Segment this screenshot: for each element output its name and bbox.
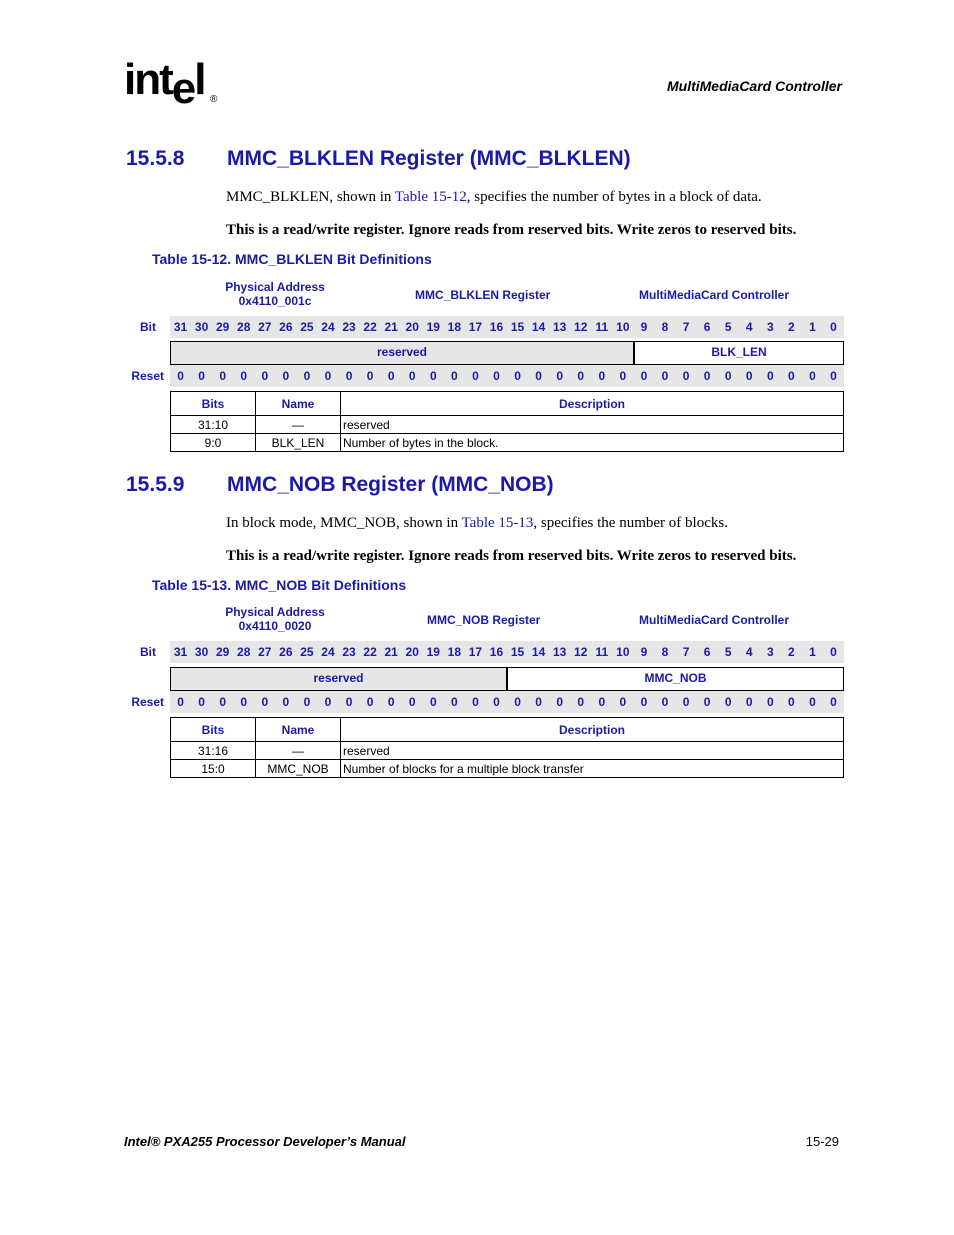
cell-name: MMC_NOB <box>256 760 341 778</box>
reset-value: 0 <box>324 369 332 383</box>
reset-value-row <box>170 691 844 713</box>
bit-number: 13 <box>552 320 567 334</box>
bit-number: 8 <box>661 320 669 334</box>
reset-value: 0 <box>451 695 458 709</box>
footer-manual-title: Intel® PXA255 Processor Developer’s Manual <box>124 1134 406 1149</box>
reset-value: 0 <box>282 369 290 383</box>
reset-value: 0 <box>408 695 416 709</box>
reset-value: 0 <box>219 695 226 709</box>
reset-row-label: Reset <box>131 695 164 709</box>
reset-value: 0 <box>303 369 311 383</box>
bit-number: 6 <box>703 320 711 334</box>
reset-value: 0 <box>261 369 269 383</box>
section-title: MMC_NOB Register (MMC_NOB) <box>227 473 554 496</box>
bit-number: 30 <box>194 645 209 659</box>
bit-number: 26 <box>279 320 293 334</box>
reset-value: 0 <box>830 695 837 709</box>
reset-value: 0 <box>303 695 311 709</box>
bit-number: 24 <box>321 645 335 659</box>
reset-value: 0 <box>619 369 627 383</box>
reset-value: 0 <box>387 695 395 709</box>
bit-number: 29 <box>215 645 230 659</box>
bit-number: 16 <box>489 320 504 334</box>
reset-value: 0 <box>282 695 290 709</box>
section-heading <box>126 147 631 171</box>
reset-value: 0 <box>766 695 774 709</box>
reset-value: 0 <box>809 369 816 383</box>
reset-value: 0 <box>766 369 774 383</box>
bit-number: 12 <box>574 320 588 334</box>
register-unit: MultiMediaCard Controller <box>639 288 790 302</box>
bit-number: 1 <box>809 645 816 659</box>
reset-value: 0 <box>408 369 416 383</box>
intro-text-end: , specifies the number of bytes in a block of data. <box>466 189 762 205</box>
reset-value: 0 <box>451 369 458 383</box>
cell-bits: 15:0 <box>171 760 256 778</box>
bit-number: 4 <box>745 320 753 334</box>
col-header-description: Description <box>341 392 844 416</box>
section-title: MMC_BLKLEN Register (MMC_BLKLEN) <box>227 147 631 170</box>
bit-number: 25 <box>300 320 314 334</box>
bit-number: 25 <box>300 645 314 659</box>
bit-definitions-table <box>170 717 844 778</box>
intro-text: In block mode, MMC_NOB, shown in <box>226 515 462 531</box>
bit-number: 11 <box>595 645 609 659</box>
table-caption: Table 15-12. MMC_BLKLEN Bit Definitions <box>152 251 432 267</box>
bit-number: 27 <box>258 320 272 334</box>
cell-description: reserved <box>341 416 844 434</box>
field-mmc-nob: MMC_NOB <box>507 667 844 691</box>
section-intro <box>226 515 728 532</box>
section-intro <box>226 189 762 206</box>
cell-description: Number of blocks for a multiple block transfer <box>341 760 844 778</box>
physical-address-value: 0x4110_001c <box>238 294 312 308</box>
reset-value: 0 <box>493 369 500 383</box>
physical-address-value: 0x4110_0020 <box>238 619 312 633</box>
physical-address-label: Physical Address <box>225 280 325 294</box>
bit-number: 24 <box>321 320 335 334</box>
col-header-bits: Bits <box>171 392 256 416</box>
reset-value: 0 <box>324 695 332 709</box>
reset-value: 0 <box>493 695 500 709</box>
reset-value: 0 <box>177 695 184 709</box>
bit-number: 16 <box>489 645 504 659</box>
bit-number: 23 <box>342 645 356 659</box>
reset-value: 0 <box>472 369 479 383</box>
reset-value: 0 <box>640 369 648 383</box>
reset-value: 0 <box>535 695 542 709</box>
reset-value: 0 <box>577 695 585 709</box>
reset-value: 0 <box>619 695 627 709</box>
col-header-description: Description <box>341 718 844 742</box>
cell-description: Number of bytes in the block. <box>341 434 844 452</box>
reset-value: 0 <box>514 695 521 709</box>
bit-number: 22 <box>363 320 377 334</box>
bit-number: 8 <box>661 645 669 659</box>
table-row <box>171 760 844 778</box>
field-reserved: reserved <box>170 341 634 365</box>
reset-value: 0 <box>198 695 205 709</box>
section-number: 15.5.9 <box>126 473 185 496</box>
registered-mark: ® <box>210 94 218 105</box>
reset-value: 0 <box>745 369 753 383</box>
bit-number: 9 <box>640 320 648 334</box>
bit-number: 13 <box>552 645 567 659</box>
bit-number: 10 <box>616 320 630 334</box>
reset-value: 0 <box>809 695 816 709</box>
register-name: MMC_NOB Register <box>427 613 541 627</box>
table-row <box>171 416 844 434</box>
field-row <box>170 341 844 365</box>
bit-number: 7 <box>682 645 690 659</box>
bit-number: 20 <box>405 320 419 334</box>
physical-address <box>215 605 335 633</box>
bit-number: 17 <box>468 320 483 334</box>
bit-number: 23 <box>342 320 356 334</box>
bit-number: 31 <box>173 320 188 334</box>
reset-value: 0 <box>682 695 690 709</box>
reset-value-row <box>170 365 844 387</box>
intel-logo: intel <box>124 55 205 113</box>
reset-value: 0 <box>387 369 395 383</box>
field-blk-len: BLK_LEN <box>634 341 844 365</box>
bit-number: 9 <box>640 645 648 659</box>
bit-number: 12 <box>574 645 588 659</box>
section-heading <box>126 473 554 497</box>
bit-number: 7 <box>682 320 690 334</box>
footer-page-number: 15-29 <box>805 1134 839 1149</box>
reset-value: 0 <box>219 369 226 383</box>
intro-text-end: , specifies the number of blocks. <box>533 515 728 531</box>
cell-name: — <box>256 416 341 434</box>
reset-value: 0 <box>598 695 606 709</box>
bit-number: 17 <box>468 645 483 659</box>
bit-number: 14 <box>531 645 546 659</box>
reset-value: 0 <box>640 695 648 709</box>
reset-value: 0 <box>703 695 711 709</box>
bit-number: 15 <box>510 645 525 659</box>
bit-number: 11 <box>595 320 609 334</box>
reset-value: 0 <box>240 369 248 383</box>
bit-number-row <box>170 641 844 663</box>
reset-value: 0 <box>514 369 521 383</box>
reset-value: 0 <box>682 369 690 383</box>
bit-number: 27 <box>258 645 272 659</box>
reset-value: 0 <box>830 369 837 383</box>
field-row <box>170 667 844 691</box>
bit-number: 3 <box>766 645 774 659</box>
table-link[interactable]: Table 15-12 <box>394 189 467 205</box>
bit-number: 0 <box>830 645 837 659</box>
bit-number: 1 <box>809 320 816 334</box>
bit-number: 28 <box>237 320 251 334</box>
reset-value: 0 <box>366 695 374 709</box>
col-header-name: Name <box>256 718 341 742</box>
reset-row-label: Reset <box>131 369 164 383</box>
reset-value: 0 <box>177 369 184 383</box>
bit-number: 19 <box>426 320 440 334</box>
reset-value: 0 <box>745 695 753 709</box>
bit-definitions-table <box>170 391 844 452</box>
bit-number: 5 <box>724 645 732 659</box>
reset-value: 0 <box>366 369 374 383</box>
bit-number: 3 <box>766 320 774 334</box>
reset-value: 0 <box>198 369 205 383</box>
reset-value: 0 <box>661 695 669 709</box>
bit-number: 10 <box>616 645 630 659</box>
bit-number: 18 <box>447 645 462 659</box>
access-note: This is a read/write register. Ignore reads from reserved bits. Write zeros to reserved bits. <box>226 222 797 238</box>
reset-value: 0 <box>703 369 711 383</box>
cell-name: BLK_LEN <box>256 434 341 452</box>
field-reserved: reserved <box>170 667 507 691</box>
bit-number: 20 <box>405 645 419 659</box>
physical-address <box>215 280 335 308</box>
bit-number: 29 <box>215 320 230 334</box>
bit-number: 19 <box>426 645 440 659</box>
col-header-bits: Bits <box>171 718 256 742</box>
bit-number-row <box>170 316 844 338</box>
reset-value: 0 <box>472 695 479 709</box>
bit-number: 4 <box>745 645 753 659</box>
bit-number: 6 <box>703 645 711 659</box>
bit-number: 18 <box>447 320 462 334</box>
bit-number: 15 <box>510 320 525 334</box>
table-row <box>171 434 844 452</box>
access-note: This is a read/write register. Ignore reads from reserved bits. Write zeros to reserved bits. <box>226 548 797 564</box>
reset-value: 0 <box>661 369 669 383</box>
section-number: 15.5.8 <box>126 147 185 170</box>
bit-row-label: Bit <box>140 320 156 334</box>
cell-description: reserved <box>341 742 844 760</box>
table-link[interactable]: Table 15-13 <box>461 515 534 531</box>
bit-number: 22 <box>363 645 377 659</box>
cell-bits: 9:0 <box>171 434 256 452</box>
bit-number: 0 <box>830 320 837 334</box>
reset-value: 0 <box>598 369 606 383</box>
reset-value: 0 <box>345 369 353 383</box>
intro-text: MMC_BLKLEN, shown in <box>226 189 395 205</box>
reset-value: 0 <box>535 369 542 383</box>
bit-number: 14 <box>531 320 546 334</box>
reset-value: 0 <box>261 695 269 709</box>
cell-bits: 31:10 <box>171 416 256 434</box>
cell-name: — <box>256 742 341 760</box>
table-caption: Table 15-13. MMC_NOB Bit Definitions <box>152 577 407 593</box>
bit-number: 31 <box>173 645 188 659</box>
register-unit: MultiMediaCard Controller <box>639 613 790 627</box>
reset-value: 0 <box>724 695 732 709</box>
reset-value: 0 <box>556 695 563 709</box>
bit-row-label: Bit <box>140 645 156 659</box>
bit-number: 30 <box>194 320 209 334</box>
reset-value: 0 <box>788 695 795 709</box>
reset-value: 0 <box>577 369 585 383</box>
reset-value: 0 <box>556 369 563 383</box>
chapter-header: MultiMediaCard Controller <box>666 78 842 94</box>
col-header-name: Name <box>256 392 341 416</box>
table-row <box>171 742 844 760</box>
bit-number: 2 <box>788 320 795 334</box>
cell-bits: 31:16 <box>171 742 256 760</box>
register-name: MMC_BLKLEN Register <box>415 288 551 302</box>
reset-value: 0 <box>429 369 437 383</box>
reset-value: 0 <box>429 695 437 709</box>
bit-number: 21 <box>384 320 398 334</box>
bit-number: 28 <box>237 645 251 659</box>
bit-number: 21 <box>384 645 398 659</box>
reset-value: 0 <box>724 369 732 383</box>
reset-value: 0 <box>345 695 353 709</box>
bit-number: 2 <box>788 645 795 659</box>
reset-value: 0 <box>788 369 795 383</box>
bit-number: 5 <box>724 320 732 334</box>
reset-value: 0 <box>240 695 248 709</box>
physical-address-label: Physical Address <box>225 605 325 619</box>
bit-number: 26 <box>279 645 293 659</box>
